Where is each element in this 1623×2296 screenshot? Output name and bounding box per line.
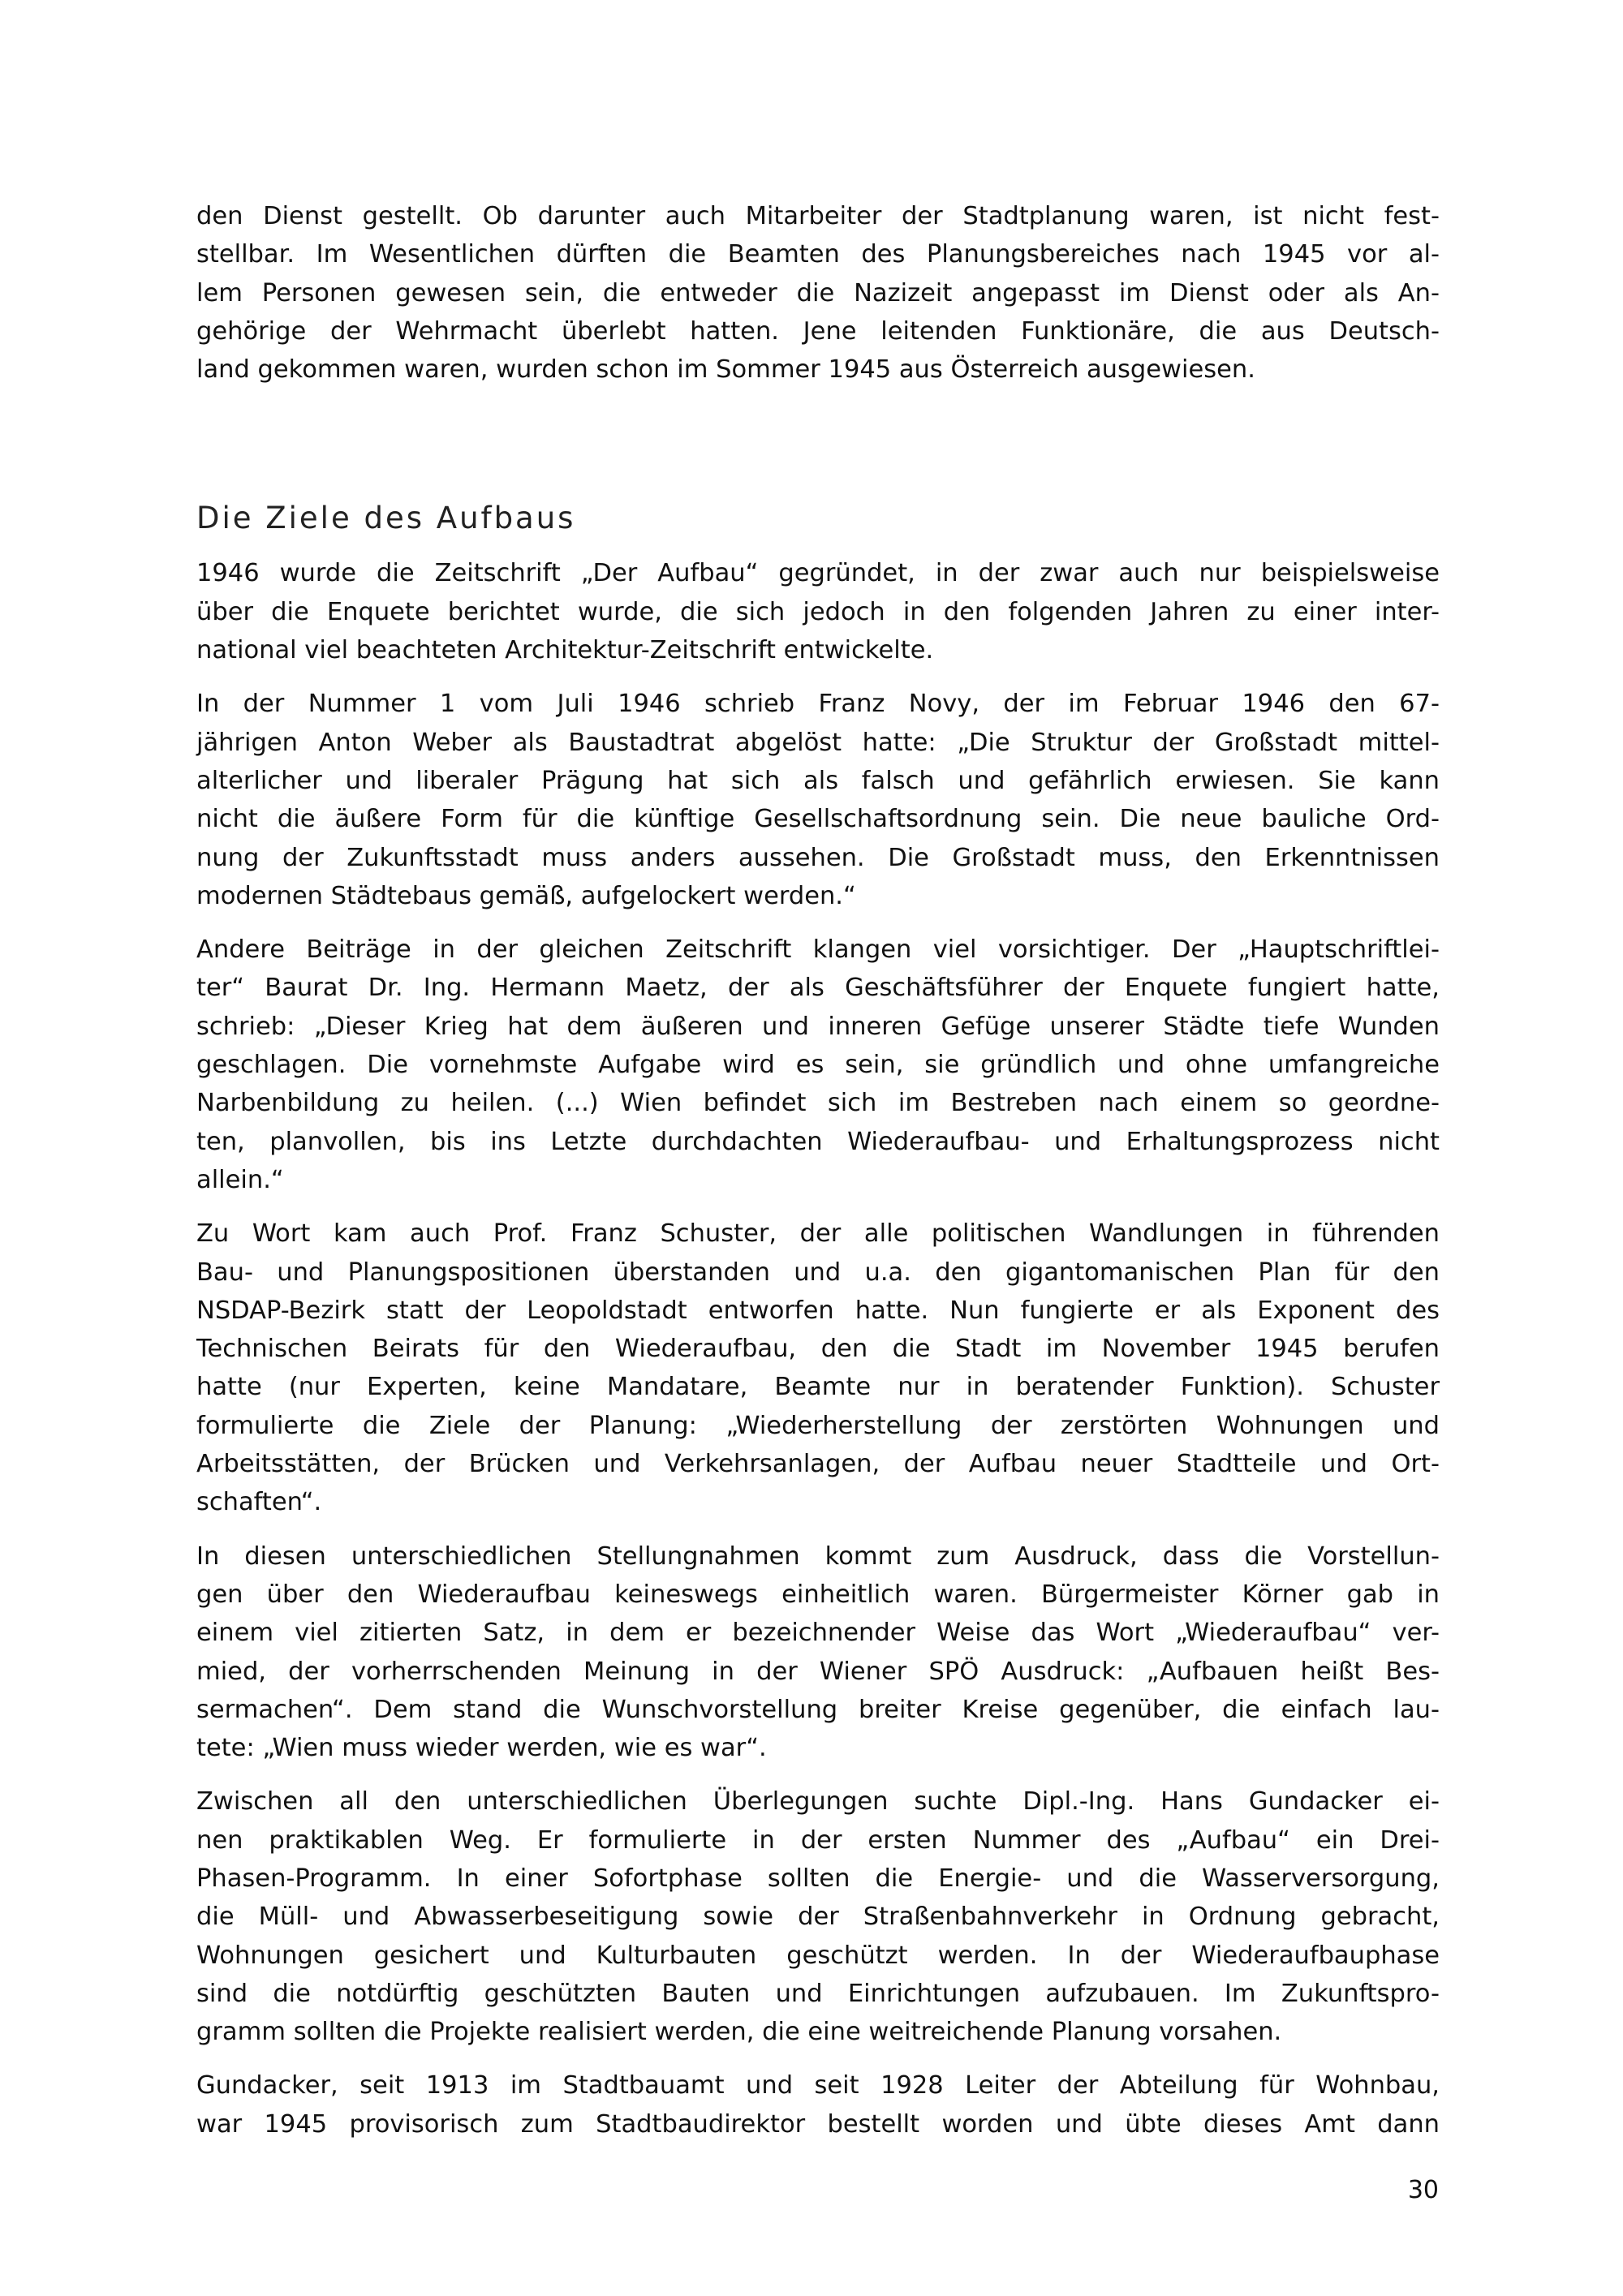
text-line: den Dienst gestellt. Ob darunter auch Mitarbeiter der Stadtplanung waren, ist nicht fest- (196, 202, 1440, 230)
text-line: tete: „Wien muss wieder werden, wie es war“. (196, 1734, 767, 1763)
paragraph (196, 2066, 1440, 2143)
text-line: Zwischen all den unterschiedlichen Überlegungen suchte Dipl.-Ing. Hans Gundacker ei- (196, 1787, 1440, 1817)
paragraph (196, 1537, 1440, 1768)
paragraph (196, 685, 1440, 915)
text-line: hatte (nur Experten, keine Mandatare, Beamte nur in beratender Funktion). Schuster (196, 1373, 1440, 1402)
text-line: In diesen unterschiedlichen Stellungnahmen kommt zum Ausdruck, dass die Vorstellun- (196, 1541, 1440, 1571)
text-line: NSDAP-Bezirk statt der Leopoldstadt entworfen hatte. Nun fungierte er als Exponent des (196, 1296, 1440, 1325)
text-line: Andere Beiträge in der gleichen Zeitschrift klangen viel vorsichtiger. Der „Hauptschriftlei- (196, 935, 1440, 965)
page-number: 30 (1407, 2176, 1439, 2204)
text-line: ter“ Baurat Dr. Ing. Hermann Maetz, der als Geschäftsführer der Enquete fungiert hatte, (196, 974, 1440, 1003)
text-line: Zu Wort kam auch Prof. Franz Schuster, der alle politischen Wandlungen in führenden (196, 1219, 1440, 1249)
text-line: Arbeitsstätten, der Brücken und Verkehrsanlagen, der Aufbau neuer Stadtteile und Ort- (196, 1450, 1440, 1479)
text-line: war 1945 provisorisch zum Stadtbaudirektor bestellt worden und übte dieses Amt dann (196, 2109, 1440, 2139)
section-body (196, 554, 1440, 2143)
text-line: alterlicher und liberaler Prägung hat sich als falsch und gefährlich erwiesen. Sie kann (196, 766, 1440, 795)
text-line: Phasen-Programm. In einer Sofortphase sollten die Energie- und die Wasserversorgung, (196, 1864, 1440, 1893)
text-line: gramm sollten die Projekte realisiert werden, die eine weitreichende Planung vorsahen. (196, 2018, 1282, 2047)
text-line: sind die notdürftig geschützten Bauten und Einrichtungen aufzubauen. Im Zukunftspro- (196, 1979, 1440, 2008)
text-line: Narbenbildung zu heilen. (...) Wien befindet sich im Bestreben nach einem so geordne- (196, 1089, 1440, 1118)
text-line: sermachen“. Dem stand die Wunschvorstellung breiter Kreise gegenüber, die einfach lau- (196, 1695, 1440, 1724)
text-line: Bau- und Planungspositionen überstanden und u.a. den gigantomanischen Plan für den (196, 1258, 1440, 1287)
text-line: national viel beachteten Architektur-Zeitschrift entwickelte. (196, 636, 934, 665)
paragraph (196, 1215, 1440, 1521)
text-line: nen praktikablen Weg. Er formulierte in der ersten Nummer des „Aufbau“ ein Drei- (196, 1825, 1440, 1855)
paragraph (196, 554, 1440, 669)
text-line: ten, planvollen, bis ins Letzte durchdachten Wiederaufbau- und Erhaltungsprozess nicht (196, 1127, 1440, 1156)
text-line: schaften“. (196, 1488, 322, 1517)
text-line: formulierte die Ziele der Planung: „Wiederherstellung der zerstörten Wohnungen und (196, 1411, 1440, 1440)
text-line: mied, der vorherrschenden Meinung in der Wiener SPÖ Ausdruck: „Aufbauen heißt Bes- (196, 1657, 1440, 1686)
text-line: schrieb: „Dieser Krieg hat dem äußeren und inneren Gefüge unserer Städte tiefe Wunden (196, 1012, 1440, 1041)
text-line: gen über den Wiederaufbau keineswegs einheitlich waren. Bürgermeister Körner gab in (196, 1580, 1440, 1609)
text-line: allein.“ (196, 1165, 284, 1194)
paragraph (196, 931, 1440, 1199)
section-intro (196, 197, 1440, 389)
paragraph (196, 197, 1440, 389)
text-line: Wohnungen gesichert und Kulturbauten geschützt werden. In der Wiederaufbauphase (196, 1941, 1440, 1970)
text-line: gehörige der Wehrmacht überlebt hatten. Jene leitenden Funktionäre, die aus Deutsch- (196, 316, 1440, 346)
text-line: über die Enquete berichtet wurde, die sich jedoch in den folgenden Jahren zu einer inter- (196, 597, 1440, 626)
text-line: Gundacker, seit 1913 im Stadtbauamt und seit 1928 Leiter der Abteilung für Wohnbau, (196, 2071, 1440, 2100)
section-heading: Die Ziele des Aufbaus (196, 501, 576, 536)
text-line: geschlagen. Die vornehmste Aufgabe wird es sein, sie gründlich und ohne umfangreiche (196, 1051, 1440, 1080)
text-line: die Müll- und Abwasserbeseitigung sowie der Straßenbahnverkehr in Ordnung gebracht, (196, 1903, 1440, 1932)
text-line: In der Nummer 1 vom Juli 1946 schrieb Franz Novy, der im Februar 1946 den 67- (196, 690, 1440, 719)
text-line: nicht die äußere Form für die künftige Gesellschaftsordnung sein. Die neue bauliche Ord- (196, 805, 1440, 834)
text-line: jährigen Anton Weber als Baustadtrat abgelöst hatte: „Die Struktur der Großstadt mittel- (196, 728, 1440, 757)
text-line: nung der Zukunftsstadt muss anders aussehen. Die Großstadt muss, den Erkenntnissen (196, 843, 1440, 872)
text-line: lem Personen gewesen sein, die entweder die Nazizeit angepasst im Dienst oder als An- (196, 278, 1440, 307)
text-line: einem viel zitierten Satz, in dem er bezeichnender Weise das Wort „Wiederaufbau“ ver- (196, 1619, 1440, 1648)
paragraph (196, 1782, 1440, 2051)
page-body (196, 197, 1440, 2159)
text-line: stellbar. Im Wesentlichen dürften die Beamten des Planungsbereiches nach 1945 vor al- (196, 240, 1440, 269)
text-line: 1946 wurde die Zeitschrift „Der Aufbau“ gegründet, in der zwar auch nur beispielsweise (196, 559, 1440, 588)
text-line: modernen Städtebaus gemäß, aufgelockert werden.“ (196, 881, 856, 910)
text-line: Technischen Beirats für den Wiederaufbau, den die Stadt im November 1945 berufen (196, 1335, 1440, 1364)
text-line: land gekommen waren, wurden schon im Sommer 1945 aus Österreich ausgewiesen. (196, 355, 1255, 385)
